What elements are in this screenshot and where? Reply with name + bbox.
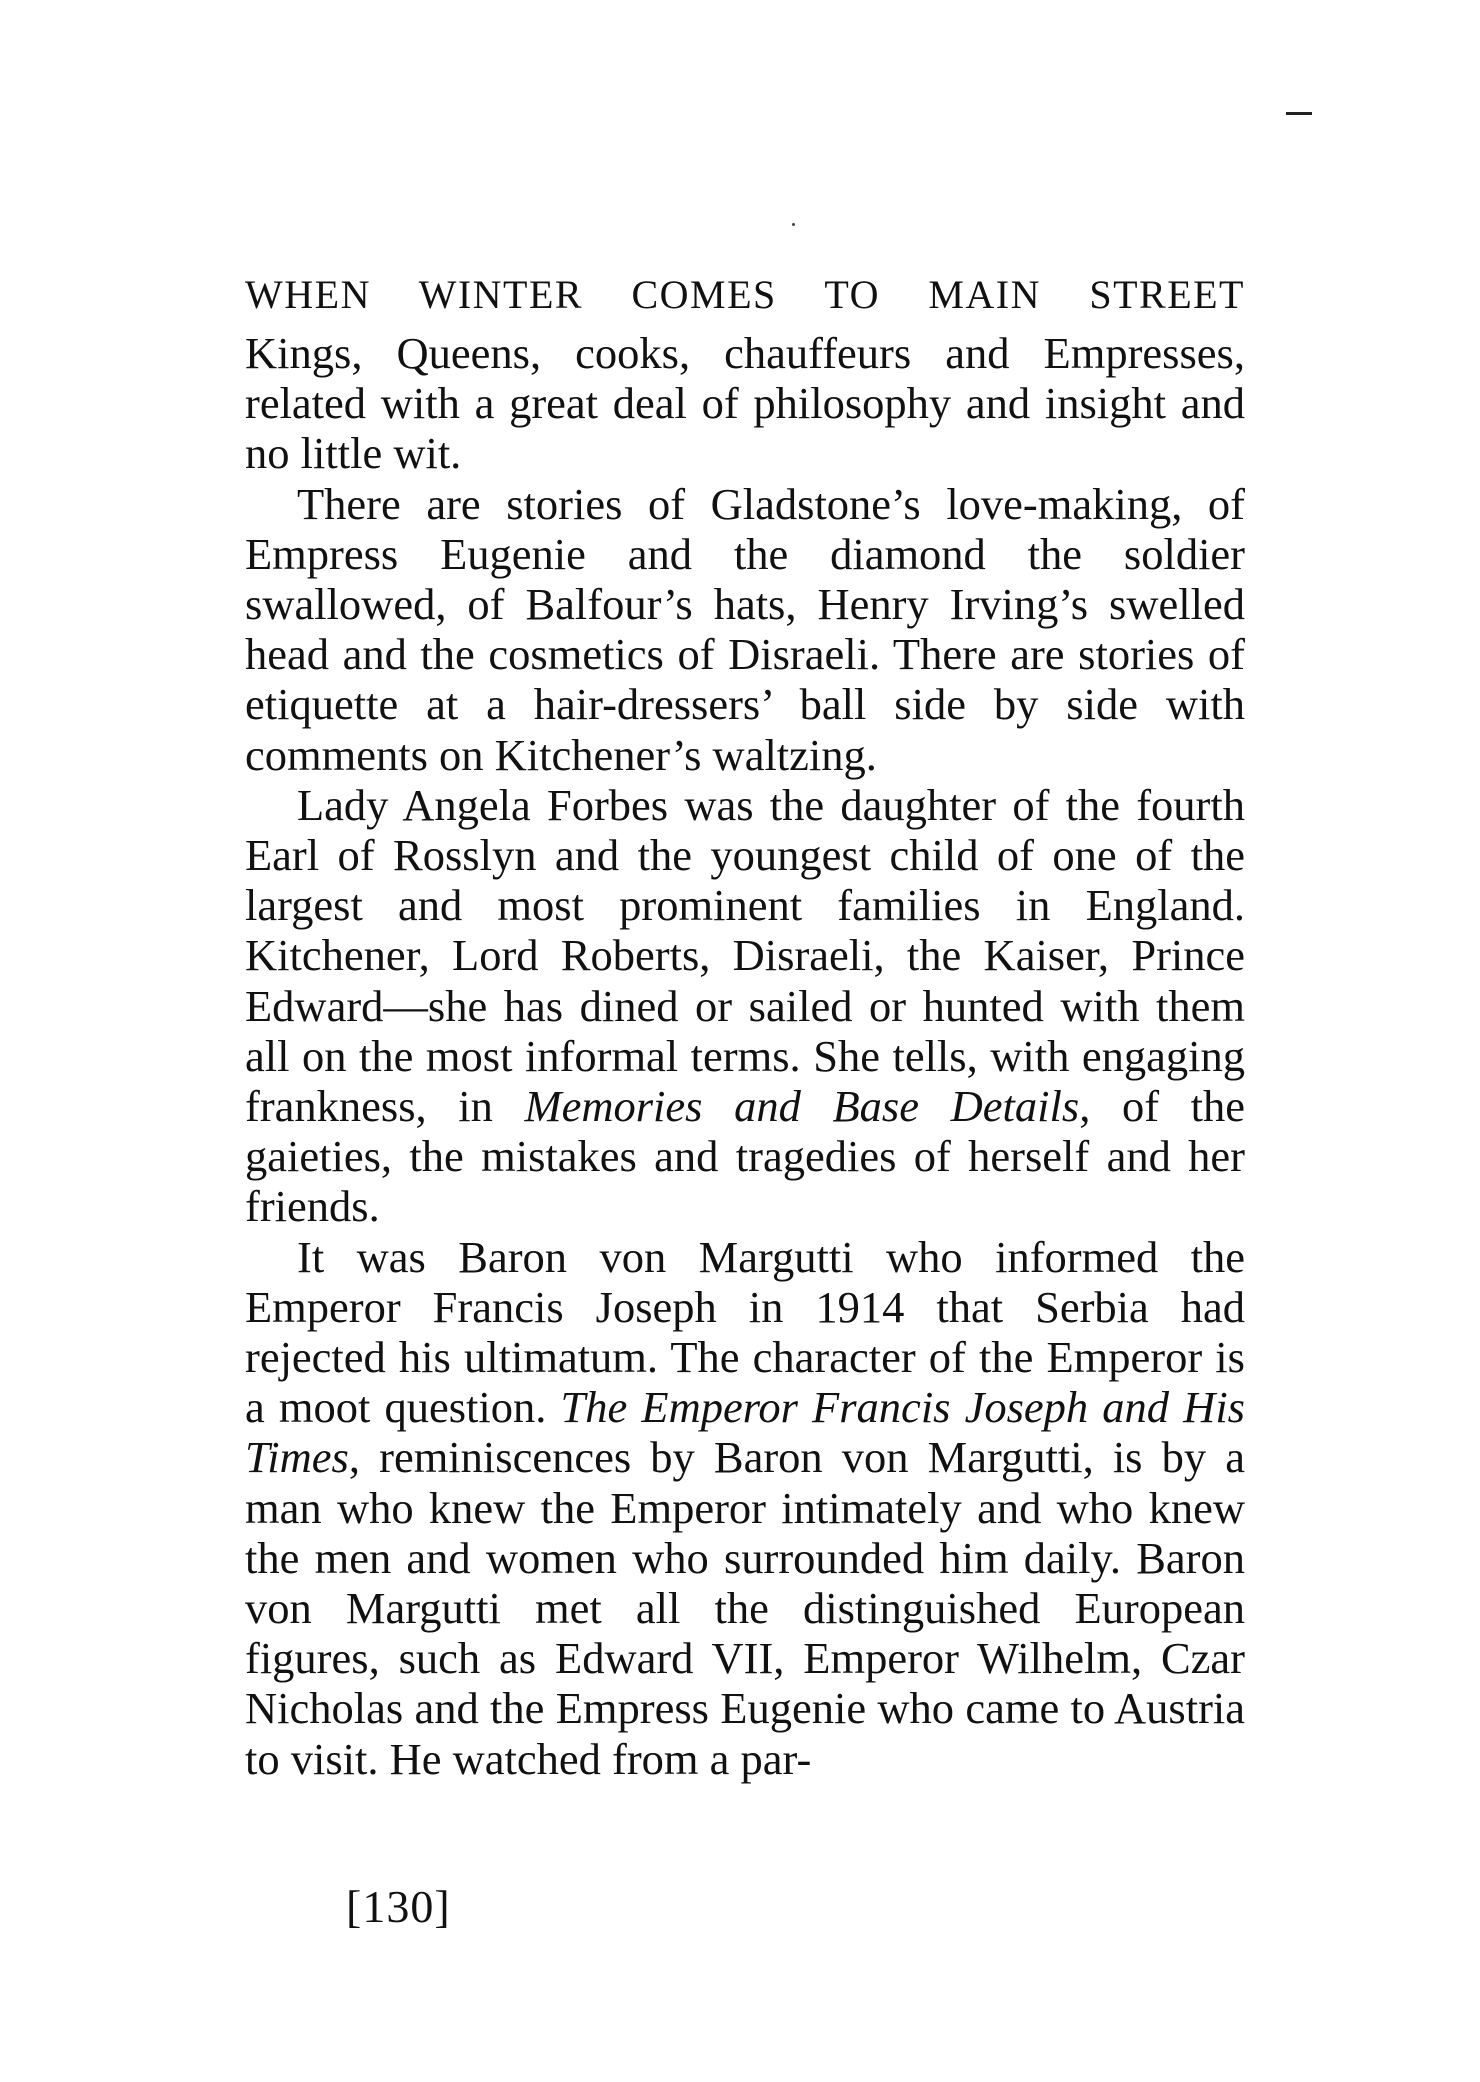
paragraph-3-text: Lady Angela Forbes was the daughter of the fourth Earl of Rosslyn and the youngest child of one of the largest and most prominent families in England. Kitchener, Lord Roberts, Disraeli, the Kaiser, Prince Edward—she has dined or sailed or hunted with them all on the most informal terms. She tells, with engaging frankness, in [245, 779, 1245, 1132]
paragraph-4 [245, 1232, 1245, 1784]
paragraph-4-text: It was Baron von Margutti who informed the Emperor Francis Joseph in 1914 that Serbia had rejected his ultimatum. The character of the Emperor is a moot question. [245, 1231, 1245, 1433]
book-title-memories: Memories and Base Details [524, 1081, 1080, 1132]
page-content [245, 270, 1245, 1784]
book-title-emperor: The Emperor Francis Joseph and His Times [245, 1382, 1245, 1483]
paragraph-1-text: Kings, Queens, cooks, chauffeurs and Empresses, related with a great deal of philosophy and insight and no little wit. [245, 328, 1245, 479]
paragraph-1 [245, 328, 1245, 479]
body-text [245, 328, 1245, 1784]
scan-speck [792, 223, 795, 226]
paragraph-4-text-end: , reminiscences by Baron von Margutti, is by a man who knew the Emperor intimately and who knew the men and women who surrounded him daily. Baron von Margutti met all the distinguished European figures, such as Edward VII, Emperor Wilhelm, Czar Nicholas and the Empress Eugenie who came to Austria to visit. He watched from a par- [245, 1432, 1245, 1784]
paragraph-3 [245, 780, 1245, 1232]
corner-mark [1286, 112, 1312, 115]
paragraph-3-text-end: , of the gaieties, the mistakes and tragedies of herself and her friends. [245, 1081, 1246, 1232]
running-head: WHEN WINTER COMES TO MAIN STREET [245, 272, 1245, 317]
paragraph-2 [245, 479, 1245, 780]
page-number: [130] [346, 1881, 451, 1932]
paragraph-2-text: There are stories of Gladstone’s love-making, of Empress Eugenie and the diamond the soldier swallowed, of Balfour’s hats, Henry Irving’s swelled head and the cosmetics of Disraeli. There are stories of etiquette at a hair-dressers’ ball side by side with comments on Kitchener’s waltzing. [245, 478, 1245, 780]
